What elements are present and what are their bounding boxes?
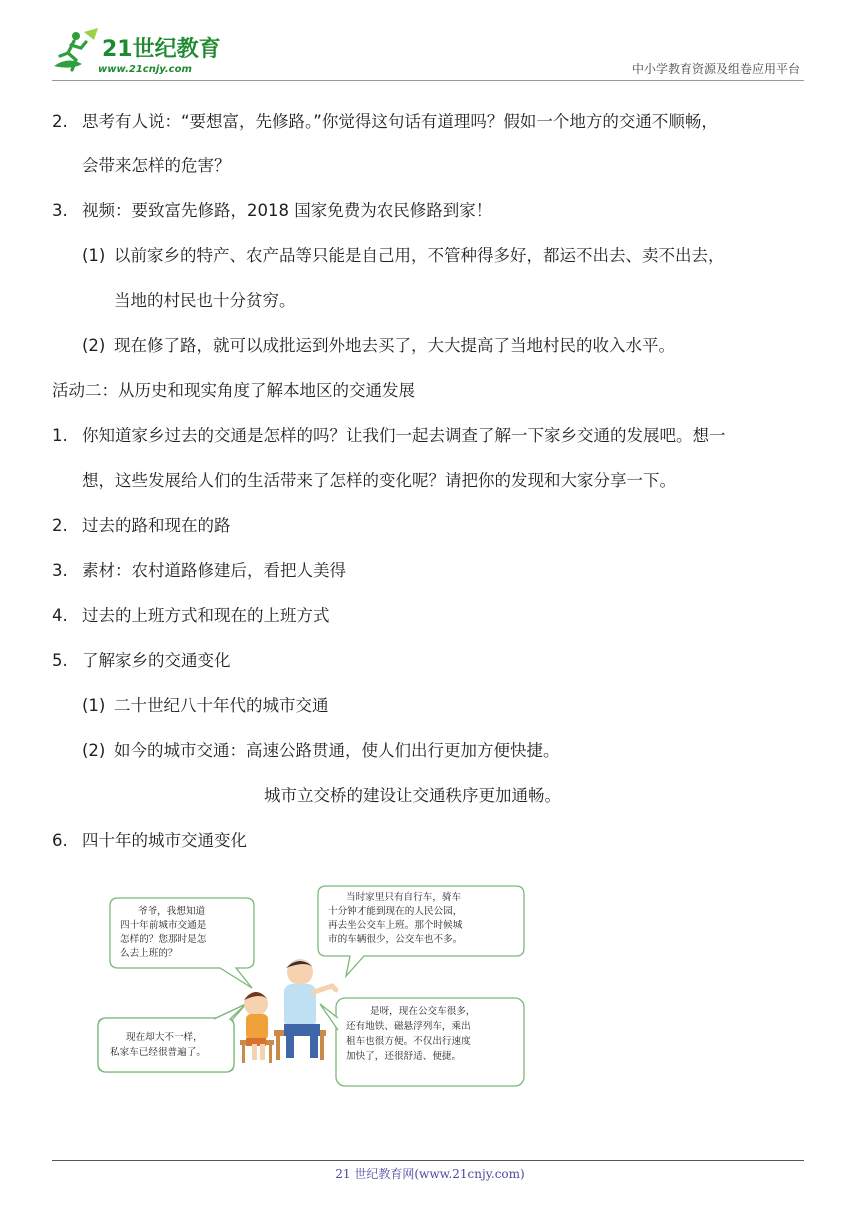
sub-text: 以前家乡的特产、农产品等只能是自己用，不管种得多好，都运不出去、卖不出去， xyxy=(114,246,725,265)
item-3-sub-1-line-2: 当地的村民也十分贫穷。 xyxy=(114,291,296,310)
bubble-line: 是呀，现在公交车很多， xyxy=(370,1006,476,1017)
activity-item-5-sub-1 xyxy=(82,694,329,718)
bubble-line: 市的车辆很少，公交车也不多。 xyxy=(328,934,463,945)
item-3-sub-1-line-1 xyxy=(82,244,725,268)
item-number: 3. xyxy=(52,201,68,220)
bubble-line: 十分钟才能到现在的人民公园， xyxy=(328,906,463,917)
item-text: 四十年的城市交通变化 xyxy=(82,831,247,850)
bubble-line: 现在却大不一样， xyxy=(126,1032,203,1043)
bubble-line: 再去坐公交车上班。那个时候城 xyxy=(328,920,463,931)
speech-bubble-child-2 xyxy=(98,1004,246,1072)
item-number: 2. xyxy=(52,516,68,535)
sub-text: 现在修了路，就可以成批运到外地去买了，大大提高了当地村民的收入水平。 xyxy=(114,336,675,355)
speech-bubble-grandpa-1 xyxy=(318,886,524,976)
item-number: 3. xyxy=(52,561,68,580)
bubble-line: 租车也很方便。不仅出行速度 xyxy=(346,1036,471,1047)
sub-number: (1) xyxy=(82,246,106,265)
child-figure-icon xyxy=(240,992,274,1063)
item-number: 6. xyxy=(52,831,68,850)
bubble-line: 私家车已经很普遍了。 xyxy=(110,1047,206,1058)
item-2-line-2: 会带来怎样的危害？ xyxy=(82,156,231,175)
site-logo xyxy=(48,26,228,80)
bubble-line: 加快了，还很舒适、便捷。 xyxy=(346,1051,462,1062)
page-header xyxy=(0,0,860,86)
activity-item-4 xyxy=(52,604,330,628)
footer-divider xyxy=(52,1160,804,1161)
footer-text: 21 世纪教育网(www.21cnjy.com) xyxy=(335,1167,525,1181)
speech-bubble-grandpa-2 xyxy=(320,998,524,1086)
sub-number: (1) xyxy=(82,696,106,715)
item-2-line-1 xyxy=(52,110,718,134)
activity-item-5 xyxy=(52,649,231,673)
sub-text: 如今的城市交通：高速公路贯通，使人们出行更加方便快捷。 xyxy=(114,741,560,760)
logo-url: www.21cnjy.com xyxy=(98,64,192,75)
sub-number: (2) xyxy=(82,336,106,355)
item-text: 过去的路和现在的路 xyxy=(82,516,231,535)
bubble-line: 怎样的？您那时是怎 xyxy=(120,934,207,945)
bubble-line: 还有地铁、磁悬浮列车，乘出 xyxy=(346,1021,471,1032)
item-text: 思考有人说：“要想富，先修路。”你觉得这句话有道理吗？假如一个地方的交通不顺畅， xyxy=(82,112,718,131)
runner-icon xyxy=(54,28,98,70)
bubble-line: 么去上班的？ xyxy=(120,948,178,959)
bubble-line: 当时家里只有自行车，骑车 xyxy=(346,892,462,903)
activity-item-6 xyxy=(52,829,247,853)
item-text: 了解家乡的交通变化 xyxy=(82,651,231,670)
item-text: 你知道家乡过去的交通是怎样的吗？让我们一起去调查了解一下家乡交通的发展吧。想一 xyxy=(82,426,726,445)
activity-item-2 xyxy=(52,514,231,538)
activity-2-title: 活动二：从历史和现实角度了解本地区的交通发展 xyxy=(52,381,415,400)
item-number: 5. xyxy=(52,651,68,670)
activity-item-3 xyxy=(52,559,346,583)
item-number: 4. xyxy=(52,606,68,625)
activity-item-5-sub-2-continued: 城市立交桥的建设让交通秩序更加通畅。 xyxy=(264,786,561,805)
item-number: 2. xyxy=(52,112,68,131)
activity-item-1-line-1 xyxy=(52,424,726,448)
bubble-line: 四十年前城市交通是 xyxy=(120,920,207,931)
bubble-line: 爷爷，我想知道 xyxy=(138,906,206,917)
logo-text: 21世纪教育 xyxy=(102,37,221,62)
activity-item-5-sub-2 xyxy=(82,739,560,763)
item-number: 1. xyxy=(52,426,68,445)
item-text: 过去的上班方式和现在的上班方式 xyxy=(82,606,330,625)
sub-text: 二十世纪八十年代的城市交通 xyxy=(114,696,329,715)
dialogue-illustration xyxy=(96,880,528,1094)
item-3 xyxy=(52,199,492,223)
header-divider xyxy=(52,80,804,81)
item-text: 视频：要致富先修路，2018 国家免费为农民修路到家！ xyxy=(82,201,493,220)
item-text: 素材：农村道路修建后，看把人美得 xyxy=(82,561,346,580)
item-3-sub-2 xyxy=(82,334,675,358)
sub-number: (2) xyxy=(82,741,106,760)
platform-name: 中小学教育资源及组卷应用平台 xyxy=(631,62,800,76)
activity-item-1-line-2: 想，这些发展给人们的生活带来了怎样的变化呢？请把你的发现和大家分享一下。 xyxy=(82,471,676,490)
speech-bubble-child-1 xyxy=(110,898,254,988)
